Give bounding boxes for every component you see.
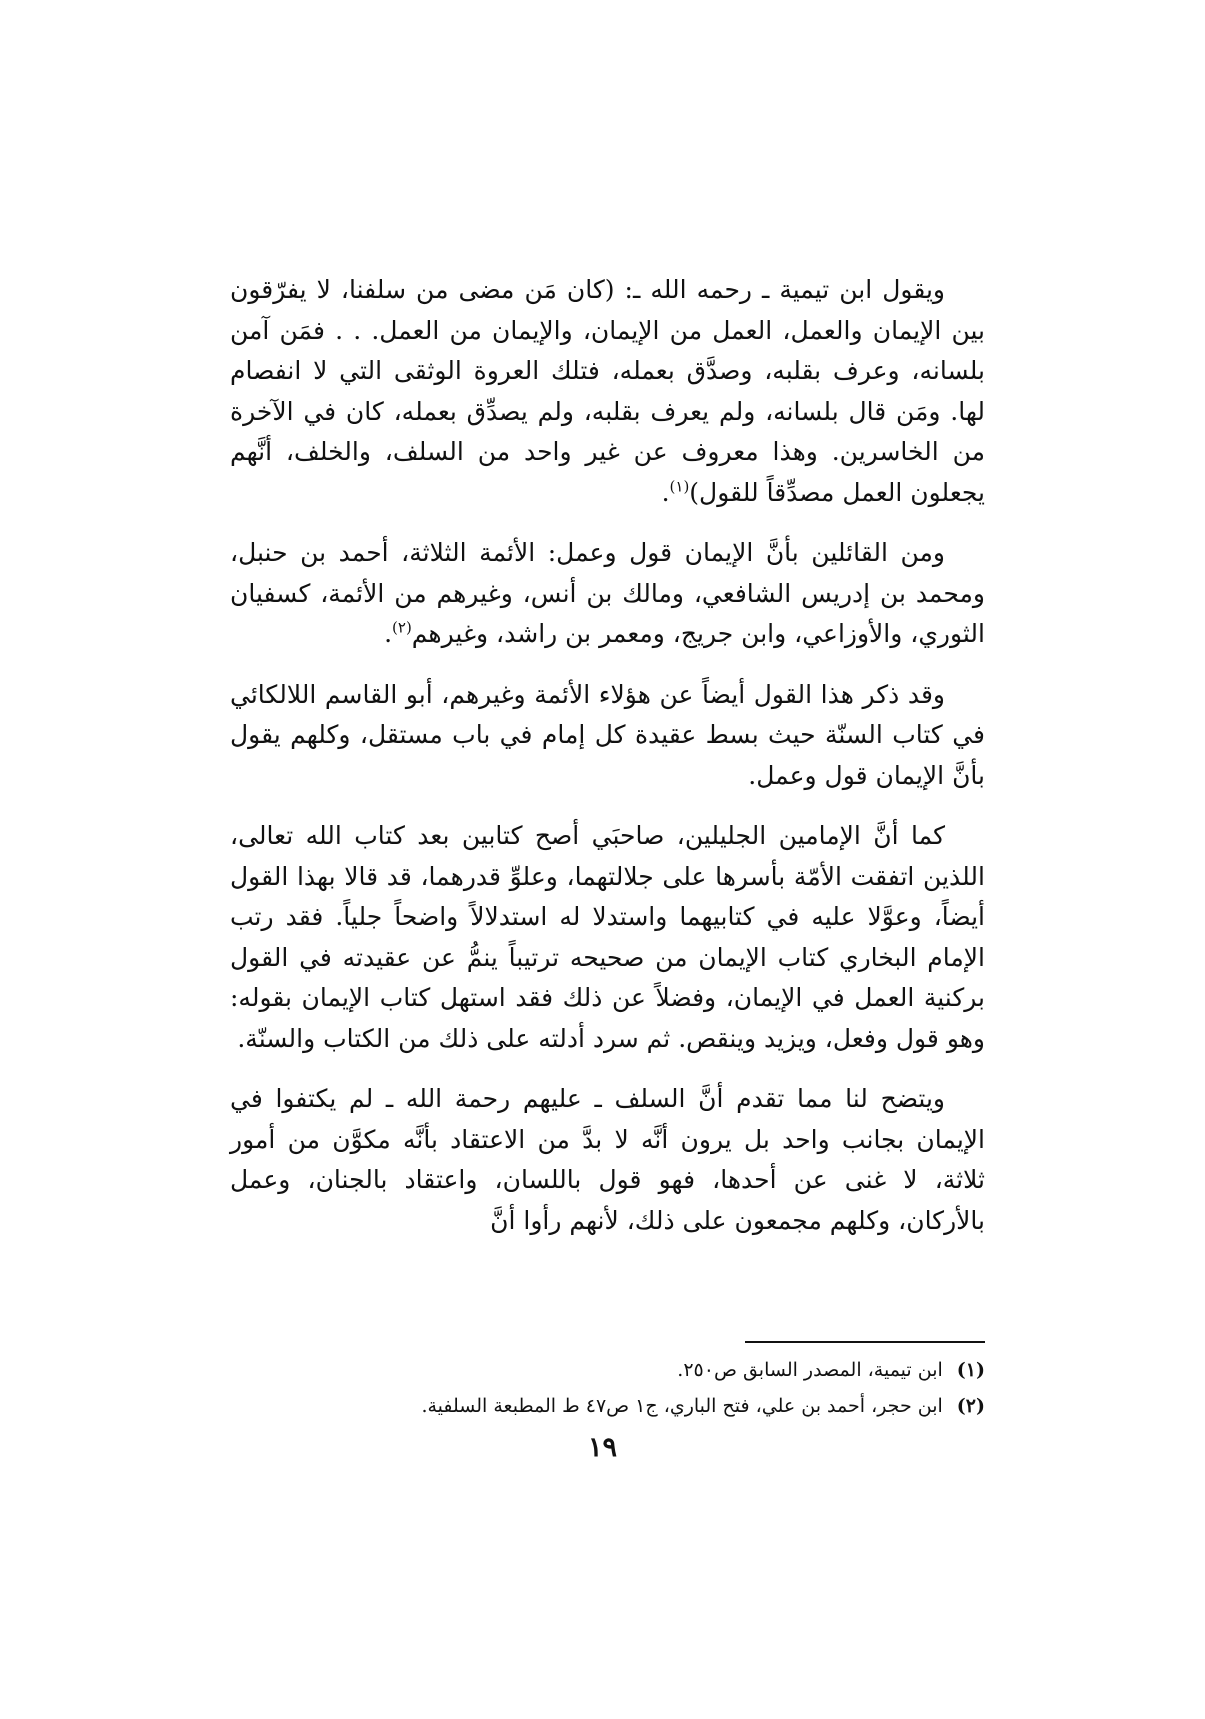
footnote-2-number: (٢): [956, 1395, 985, 1417]
paragraph-2: [230, 533, 985, 655]
paragraph-5: [230, 1079, 985, 1241]
footnote-2-text: ابن حجر، أحمد بن علي، فتح الباري، ج١ ص٤٧ ط المطبعة السلفية.: [421, 1395, 943, 1417]
footnote-ref-1: (١): [669, 477, 690, 496]
paragraph-1-tail: .: [661, 477, 670, 507]
footnote-1-text: ابن تيمية، المصدر السابق ص٢٥٠.: [677, 1359, 943, 1381]
paragraph-2-tail: .: [384, 619, 393, 648]
body-text: [230, 270, 985, 1241]
footnotes: [230, 1352, 985, 1424]
paragraph-1-text: ويقول ابن تيمية ـ رحمه الله ـ: (كان مَن مضى من سلفنا، لا يفرّقون بين الإيمان والعمل، العمل من الإيمان، والإيمان من العمل. . . فمَن آمن بلسانه، وعرف بقلبه، وصدَّق بعمله، فتلك العروة الوثقى التي لا انفصام لها. ومَن قال بلسانه، ولم يعرف بقلبه، ولم يصدِّق بعمله، كان في الآخرة من الخاسرين. وهذا معروف عن غير واحد من السلف، والخلف، أنَّهم يجعلون العمل مصدِّقاً للقول): [230, 275, 985, 507]
footnote-ref-2: (٢): [392, 618, 412, 637]
paragraph-4: [230, 816, 985, 1059]
paragraph-3: [230, 675, 985, 797]
page-number: ١٩: [587, 1432, 617, 1463]
footnote-2: [230, 1388, 985, 1424]
paragraph-3-text: وقد ذكر هذا القول أيضاً عن هؤلاء الأئمة وغيرهم، أبو القاسم اللالكائي في كتاب السنّة حيث بسط عقيدة كل إمام في باب مستقل، وكلهم يقول بأنَّ الإيمان قول وعمل.: [230, 679, 985, 790]
footnote-1: [230, 1352, 985, 1388]
footnote-divider: [745, 1341, 985, 1343]
paragraph-4-text: كما أنَّ الإمامين الجليلين، صاحبَي أصح كتابين بعد كتاب الله تعالى، اللذين اتفقت الأمّة بأسرها على جلالتهما، وعلوِّ قدرهما، قد قالا بهذا القول أيضاً، وعوَّلا عليه في كتابيهما واستدلا له استدلالاً واضحاً جلياً. فقد رتب الإمام البخاري كتاب الإيمان من صحيحه ترتيباً ينمُّ عن عقيدته في القول بركنية العمل في الإيمان، وفضلاً عن ذلك فقد استهل كتاب الإيمان بقوله: وهو قول وفعل، ويزيد وينقص. ثم سرد أدلته على ذلك من الكتاب والسنّة.: [230, 821, 985, 1053]
paragraph-2-text: ومن القائلين بأنَّ الإيمان قول وعمل: الأئمة الثلاثة، أحمد بن حنبل، ومحمد بن إدريس الشافعي، ومالك بن أنس، وغيرهم من الأئمة، كسفيان الثوري، والأوزاعي، وابن جريج، ومعمر بن راشد، وغيرهم: [230, 538, 985, 648]
paragraph-1: [230, 270, 985, 513]
paragraph-5-text: ويتضح لنا مما تقدم أنَّ السلف ـ عليهم رحمة الله ـ لم يكتفوا في الإيمان بجانب واحد بل يرون أنَّه لا بدَّ من الاعتقاد بأنَّه مكوَّن من أمور ثلاثة، لا غنى عن أحدها، فهو قول باللسان، واعتقاد بالجنان، وعمل بالأركان، وكلهم مجمعون على ذلك، لأنهم رأوا أنَّ: [230, 1084, 985, 1235]
footnote-1-number: (١): [956, 1359, 985, 1381]
